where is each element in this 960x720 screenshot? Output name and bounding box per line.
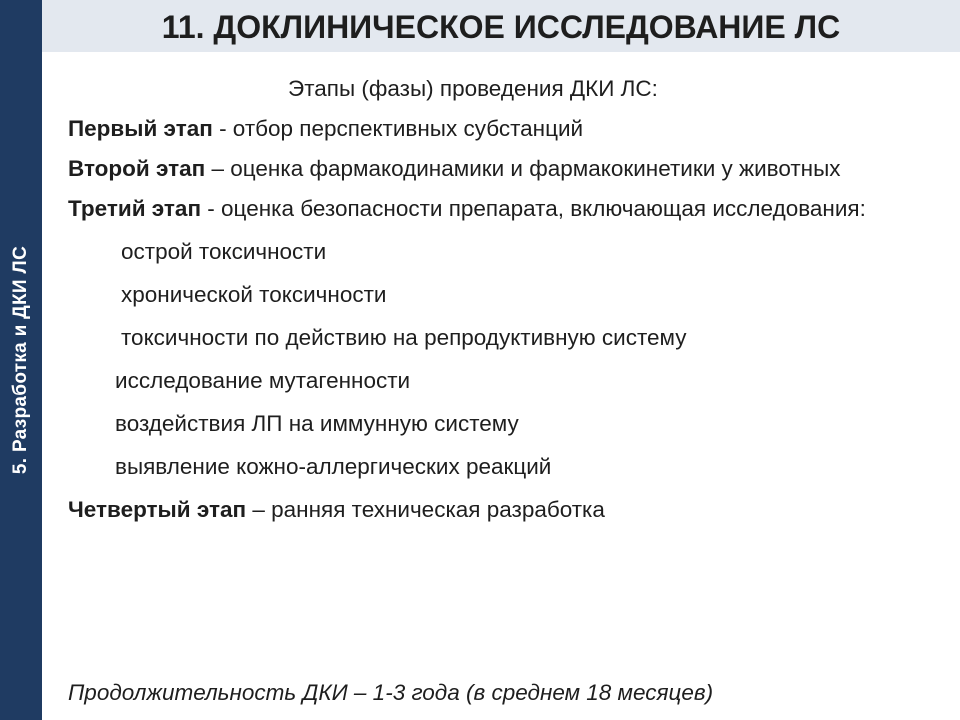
stage-2 — [68, 152, 938, 185]
stages-heading: Этапы (фазы) проведения ДКИ ЛС: — [288, 76, 658, 101]
stage-4-name: Четвертый этап — [68, 497, 247, 522]
stage-3 — [68, 192, 938, 225]
stage-2-name: Второй этап — [68, 156, 206, 181]
study-item: воздействия ЛП на иммунную систему — [115, 411, 519, 436]
stage-3-text: - оценка безопасности препарата, включающая исследования: — [201, 196, 866, 221]
study-item: острой токсичности — [121, 239, 327, 264]
stage-1-name: Первый этап — [68, 116, 213, 141]
stage-1-text: - отбор перспективных субстанций — [212, 116, 584, 141]
section-sidebar — [0, 0, 42, 720]
stage-2-text: – оценка фармакодинамики и фармакокинетики у животных — [205, 156, 841, 181]
study-item: исследование мутагенности — [115, 368, 411, 393]
stage-4-text: – ранняя техническая разработка — [246, 497, 605, 522]
study-item: выявление кожно-аллергических реакций — [115, 454, 552, 479]
stage-1 — [68, 112, 938, 145]
duration-note: Продолжительность ДКИ – 1-3 года (в среднем 18 месяцев) — [68, 680, 714, 705]
study-item: хронической токсичности — [121, 282, 387, 307]
study-item: токсичности по действию на репродуктивную систему — [121, 325, 687, 350]
slide-title: 11. ДОКЛИНИЧЕСКОЕ ИССЛЕДОВАНИЕ ЛС — [161, 9, 841, 45]
stage-4 — [68, 493, 938, 526]
stage-3-name: Третий этап — [68, 196, 202, 221]
section-label: 5. Разработка и ДКИ ЛС — [10, 245, 31, 475]
slide-content — [68, 72, 938, 533]
